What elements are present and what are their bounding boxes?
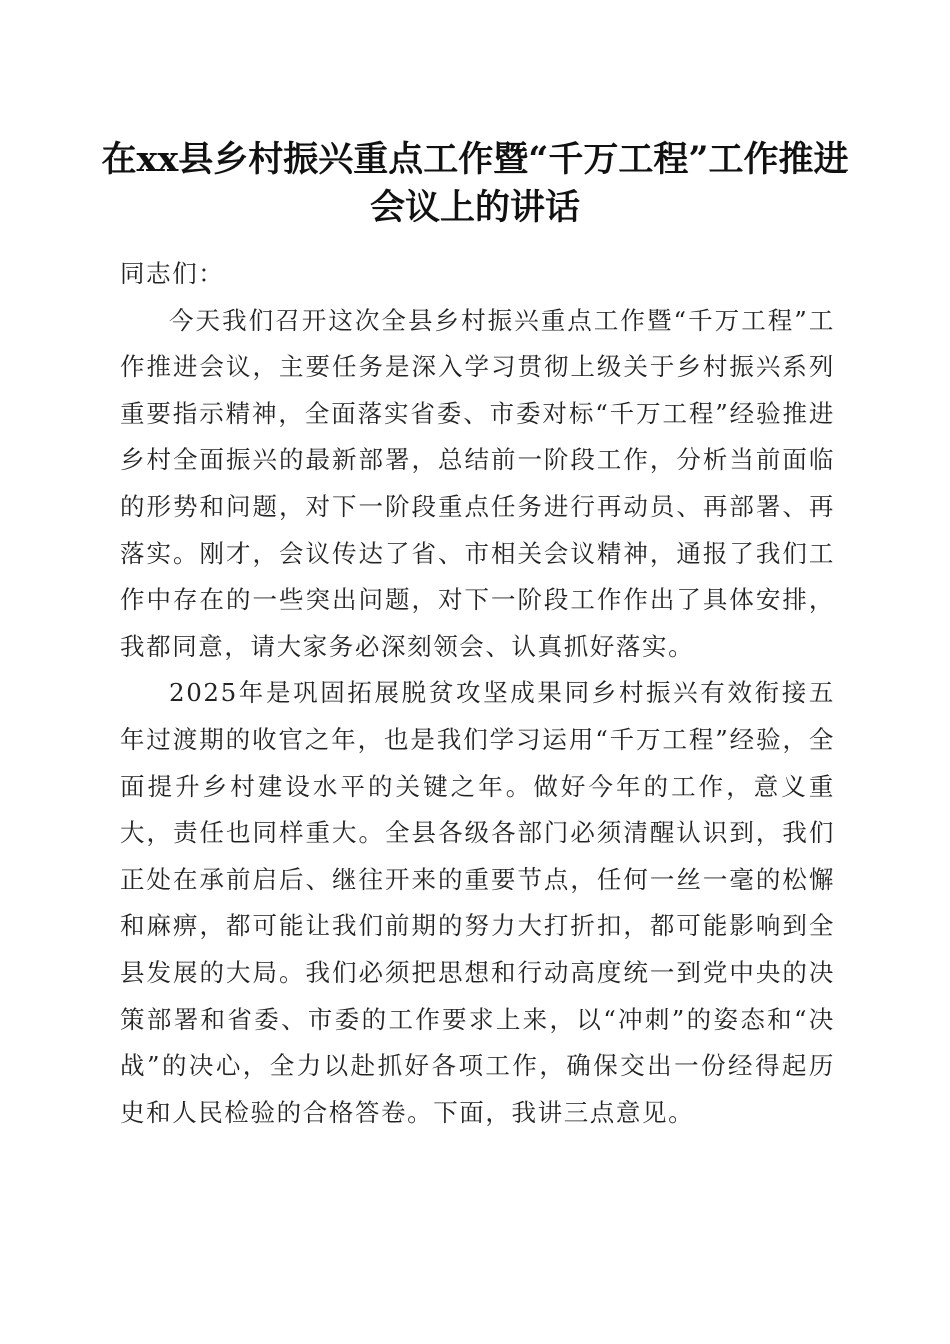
document-body [120, 251, 835, 1136]
paragraph: 今天我们召开这次全县乡村振兴重点工作暨“千万工程”工作推进会议，主要任务是深入学习贯彻上级关于乡村振兴系列重要指示精神，全面落实省委、市委对标“千万工程”经验推进乡村全面振兴的最新部署，总结前一阶段工作，分析当前面临的形势和问题，对下一阶段重点任务进行再动员、再部署、再落实。刚才，会议传达了省、市相关会议精神，通报了我们工作中存在的一些突出问题，对下一阶段工作作出了具体安排，我都同意，请大家务必深刻领会、认真抓好落实。 [120, 305, 835, 661]
paragraph: 2025年是巩固拓展脱贫攻坚成果同乡村振兴有效衔接五年过渡期的收官之年，也是我们学习运用“千万工程”经验，全面提升乡村建设水平的关键之年。做好今年的工作，意义重大，责任也同样重大。全县各级各部门必须清醒认识到，我们正处在承前启后、继往开来的重要节点，任何一丝一毫的松懈和麻痹，都可能让我们前期的努力大打折扣，都可能影响到全县发展的大局。我们必须把思想和行动高度统一到党中央的决策部署和省委、市委的工作要求上来，以“冲刺”的姿态和“决战”的决心，全力以赴抓好各项工作，确保交出一份经得起历史和人民检验的合格答卷。下面，我讲三点意见。 [120, 678, 835, 1127]
document-title: 在xx县乡村振兴重点工作暨“千万工程”工作推进会议上的讲话 [101, 139, 849, 228]
salutation: 同志们： [120, 259, 225, 288]
